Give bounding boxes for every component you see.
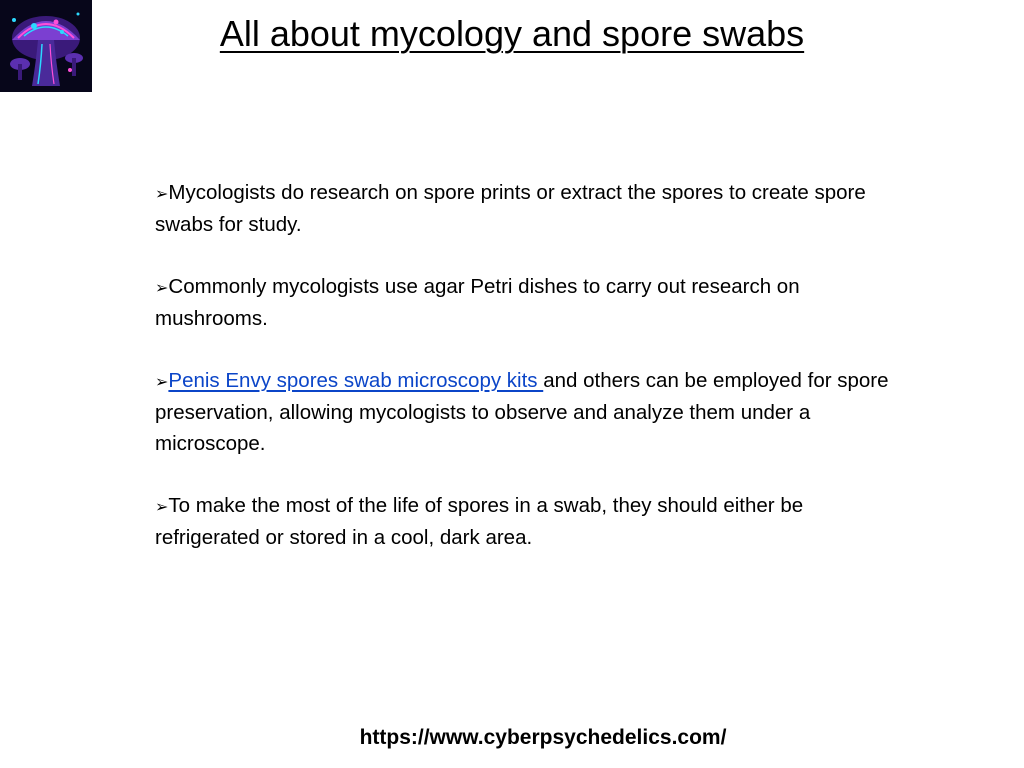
slide-title: All about mycology and spore swabs (219, 13, 805, 54)
arrow-bullet-icon: ➢ (155, 278, 169, 297)
footer-url: https://www.cyberpsychedelics.com/ (359, 726, 727, 749)
arrow-bullet-icon: ➢ (155, 184, 169, 203)
bullet-item (155, 177, 895, 240)
bullet-item (155, 490, 895, 553)
bullet-text: Mycologists do research on spore prints or extract the spores to create spore swabs for study. (155, 181, 866, 236)
arrow-bullet-icon: ➢ (155, 497, 169, 516)
bullet-item (155, 271, 895, 334)
arrow-bullet-icon: ➢ (155, 372, 169, 391)
bullet-text: and others can be employed for spore preservation, allowing mycologists to observe and analyze them under a microscope. (155, 369, 889, 455)
bullet-list (155, 177, 895, 553)
penis-envy-kits-link[interactable]: Penis Envy spores swab microscopy kits (168, 369, 544, 392)
bullet-text: Commonly mycologists use agar Petri dishes to carry out research on mushrooms. (155, 275, 800, 330)
bullet-item (155, 365, 895, 459)
bullet-text: To make the most of the life of spores in a swab, they should either be refrigerated or stored in a cool, dark area. (155, 494, 804, 549)
